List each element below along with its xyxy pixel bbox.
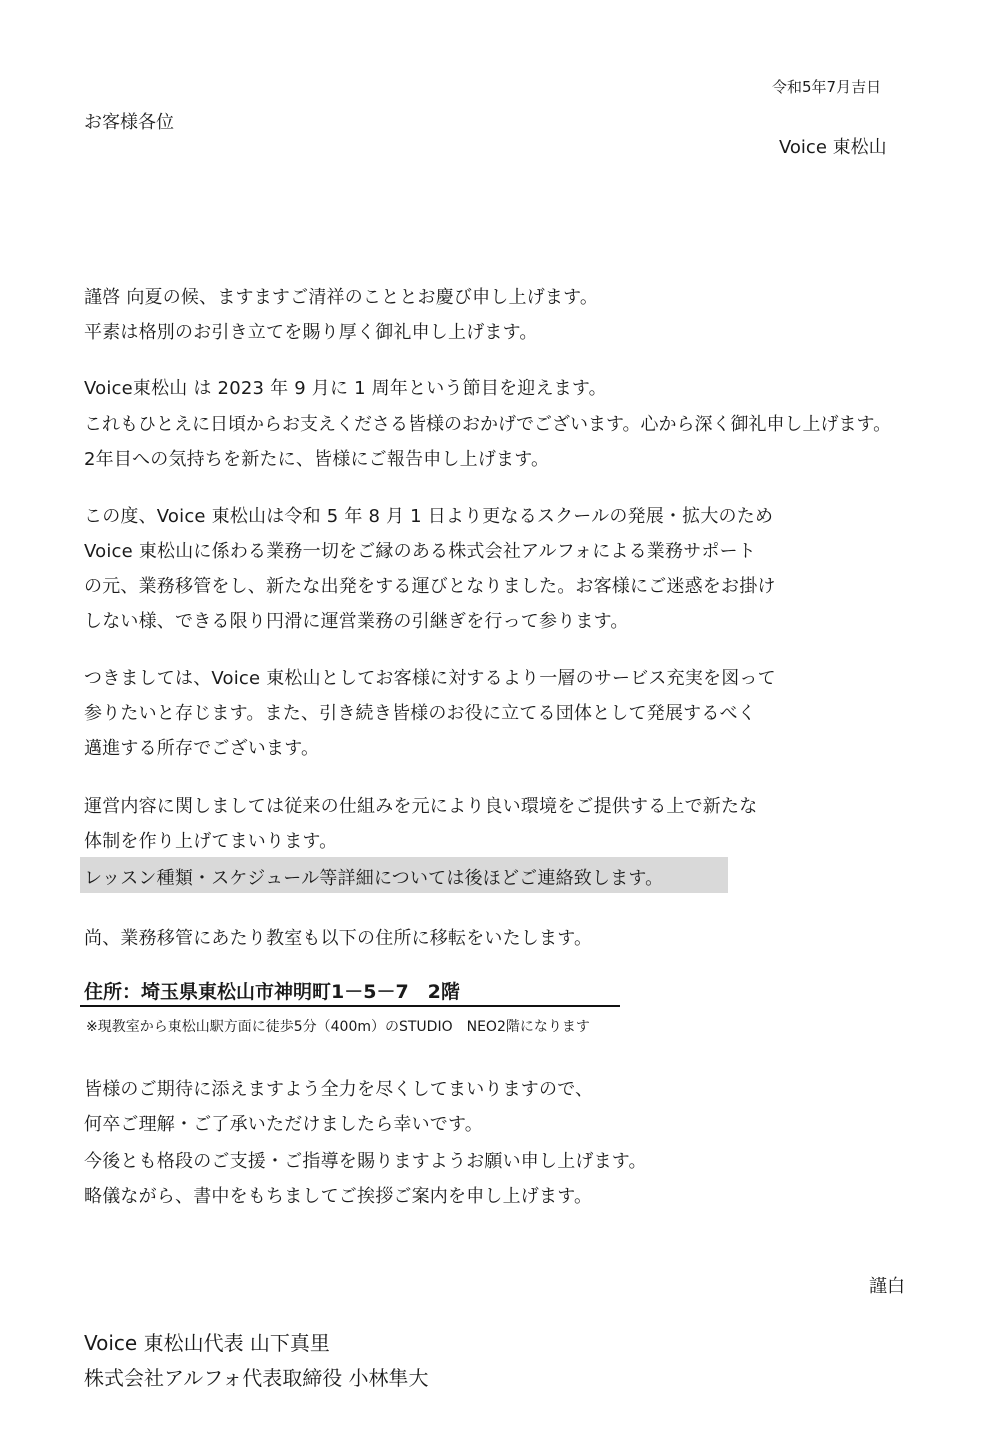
- service-line: つきましては、Voice 東松山としてお客様に対するより一層のサービス充実を図って: [84, 668, 776, 689]
- closing-word: 謹白: [869, 1276, 905, 1297]
- highlighted-notice: レッスン種類・スケジュール等詳細については後ほどご連絡致します。: [84, 868, 664, 889]
- operations-line: 運営内容に関しましては従来の仕組みを元により良い環境をご提供する上で新たな: [84, 796, 758, 817]
- signature-representative: Voice 東松山代表 山下真里: [84, 1331, 330, 1355]
- transfer-line: この度、Voice 東松山は令和 5 年 8 月 1 日より更なるスクールの発展・拡大のため: [84, 506, 774, 527]
- greeting-line: 謹啓 向夏の候、ますますご清祥のこととお慶び申し上げます。: [84, 287, 599, 308]
- transfer-line: しない様、できる限り円滑に運営業務の引継ぎを行って参ります。: [84, 611, 629, 632]
- closing-paragraph-line: 何卒ご理解・ご了承いただけましたら幸いです。: [84, 1114, 483, 1135]
- recipient: お客様各位: [84, 112, 174, 133]
- address-note: ※現教室から東松山駅方面に徒歩5分（400m）のSTUDIO NEO2階になります: [86, 1019, 590, 1035]
- signature-company: 株式会社アルフォ代表取締役 小林隼大: [84, 1366, 429, 1390]
- service-line: 参りたいと存じます。また、引き続き皆様のお役に立てる団体として発展するべく: [84, 703, 756, 724]
- operations-line: 体制を作り上げてまいります。: [84, 831, 338, 852]
- sender: Voice 東松山: [779, 137, 887, 158]
- closing-paragraph-line: 皆様のご期待に添えますよう全力を尽くしてまいりますので、: [84, 1079, 594, 1100]
- relocation-line: 尚、業務移管にあたり教室も以下の住所に移転をいたします。: [84, 928, 593, 949]
- anniversary-line: Voice東松山 は 2023 年 9 月に 1 周年という節目を迎えます。: [84, 378, 607, 399]
- anniversary-line: これもひとえに日頃からお支えくださる皆様のおかげでございます。心から深く御礼申し上げます。: [84, 414, 892, 435]
- anniversary-line: 2年目への気持ちを新たに、皆様にご報告申し上げます。: [84, 449, 550, 470]
- letter-date: 令和5年7月吉日: [772, 78, 882, 96]
- service-line: 邁進する所存でございます。: [84, 738, 320, 759]
- new-address: 住所：埼玉県東松山市神明町1－5－7 2階: [84, 981, 460, 1003]
- address-underline: [80, 1005, 620, 1007]
- closing-paragraph-line: 今後とも格段のご支援・ご指導を賜りますようお願い申し上げます。: [84, 1151, 647, 1172]
- closing-paragraph-line: 略儀ながら、書中をもちましてご挨拶ご案内を申し上げます。: [84, 1186, 593, 1207]
- transfer-line: Voice 東松山に係わる業務一切をご縁のある株式会社アルフォによる業務サポート: [84, 541, 756, 562]
- transfer-line: の元、業務移管をし、新たな出発をする運びとなりました。お客様にご迷惑をお掛け: [84, 576, 776, 597]
- greeting-line: 平素は格別のお引き立てを賜り厚く御礼申し上げます。: [84, 322, 538, 343]
